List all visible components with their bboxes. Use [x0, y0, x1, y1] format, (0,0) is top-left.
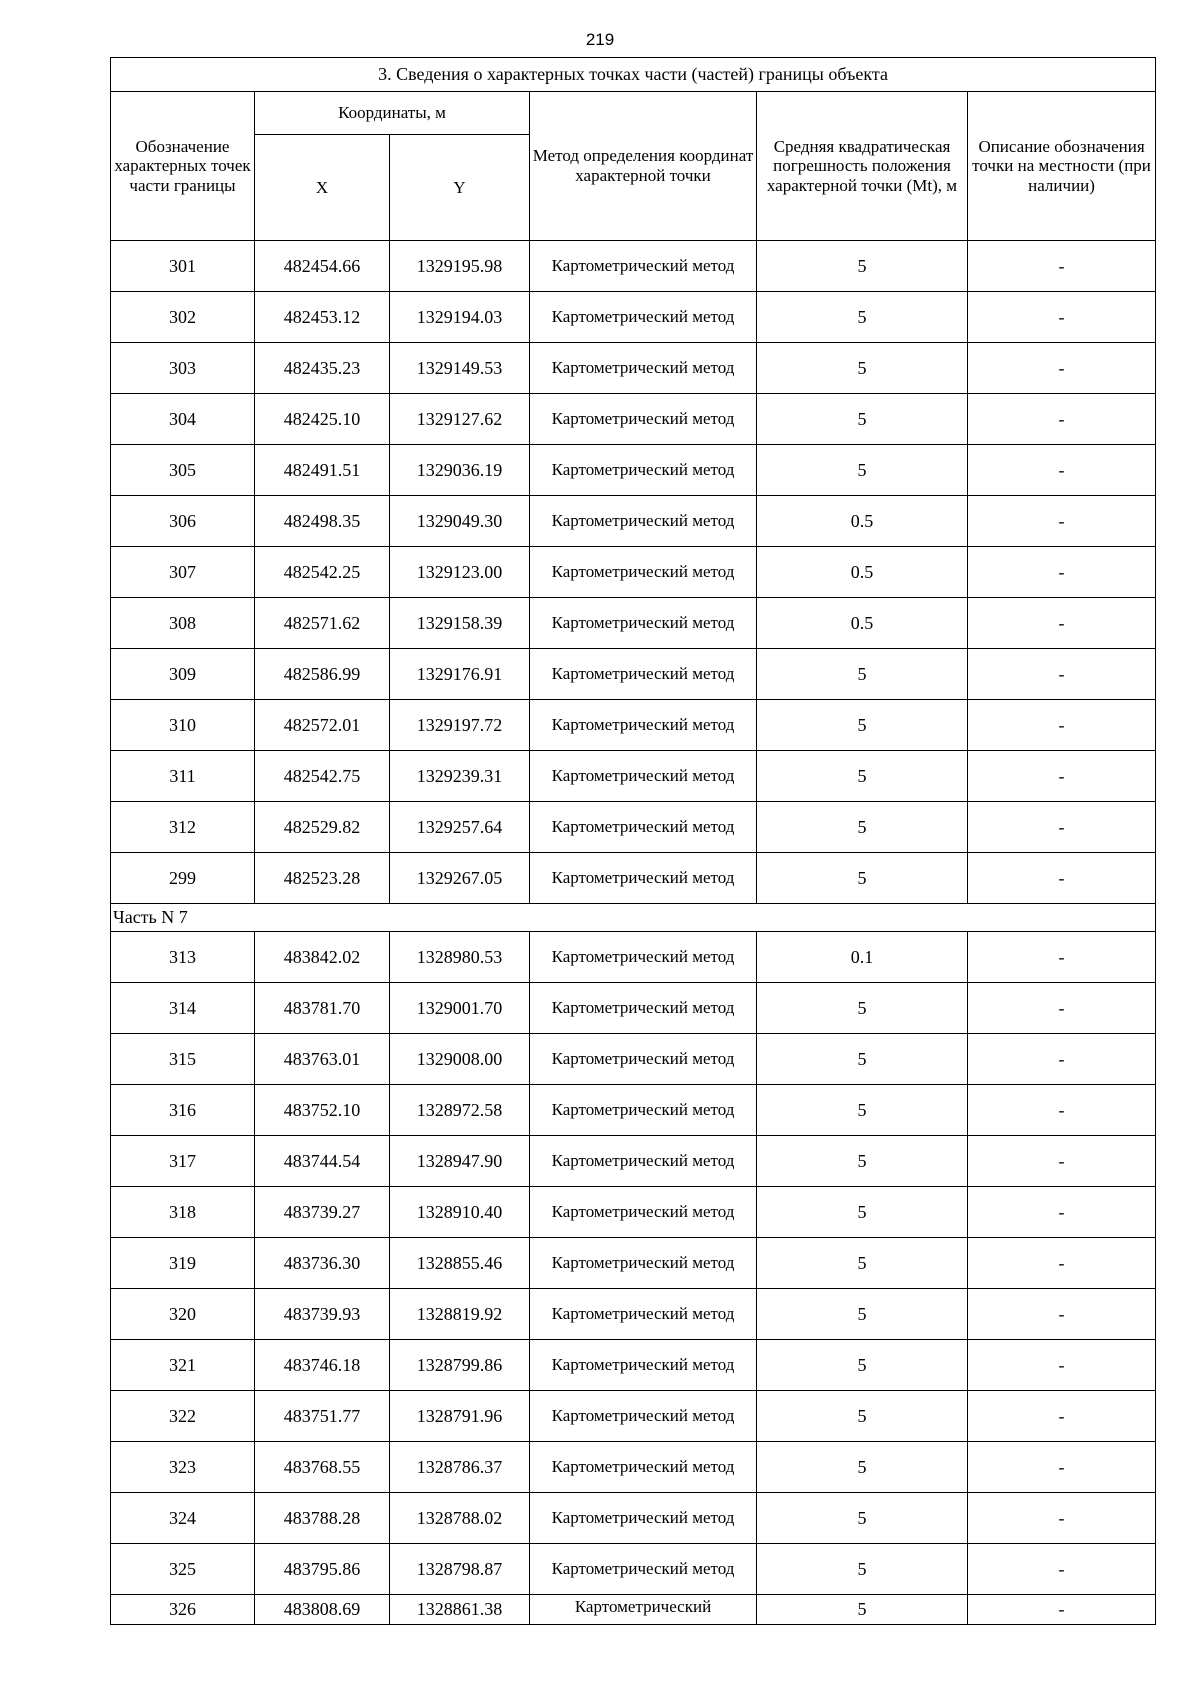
cell-y: 1328855.46 — [390, 1238, 530, 1289]
cell-description: - — [968, 1442, 1156, 1493]
cell-point: 320 — [111, 1289, 255, 1340]
cell-point: 302 — [111, 292, 255, 343]
cell-error: 0.5 — [757, 496, 968, 547]
cell-error: 5 — [757, 1595, 968, 1625]
cell-y: 1328980.53 — [390, 932, 530, 983]
cell-description: - — [968, 932, 1156, 983]
header-method: Метод определения координат характерной точки — [530, 92, 757, 241]
table-row — [111, 700, 1156, 751]
cell-point: 322 — [111, 1391, 255, 1442]
cell-x: 482542.25 — [255, 547, 390, 598]
header-designation: Обозначение характерных точек части границы — [111, 92, 255, 241]
cell-y: 1329049.30 — [390, 496, 530, 547]
cell-x: 482572.01 — [255, 700, 390, 751]
table-header — [111, 58, 1156, 241]
cell-error: 5 — [757, 1238, 968, 1289]
cell-x: 482498.35 — [255, 496, 390, 547]
table-row — [111, 1544, 1156, 1595]
cell-x: 483752.10 — [255, 1085, 390, 1136]
cell-x: 482491.51 — [255, 445, 390, 496]
cell-point: 305 — [111, 445, 255, 496]
cell-point: 325 — [111, 1544, 255, 1595]
table-row — [111, 445, 1156, 496]
cell-description: - — [968, 1034, 1156, 1085]
cell-method: Картометрический метод — [530, 1085, 757, 1136]
table-row — [111, 343, 1156, 394]
cell-point: 310 — [111, 700, 255, 751]
cell-description: - — [968, 1340, 1156, 1391]
cell-x: 482529.82 — [255, 802, 390, 853]
cell-y: 1329239.31 — [390, 751, 530, 802]
table-row — [111, 496, 1156, 547]
cell-x: 483739.93 — [255, 1289, 390, 1340]
cell-method: Картометрический метод — [530, 1391, 757, 1442]
cell-y: 1329197.72 — [390, 700, 530, 751]
cell-description: - — [968, 853, 1156, 904]
cell-x: 483763.01 — [255, 1034, 390, 1085]
cell-point: 321 — [111, 1340, 255, 1391]
cell-point: 315 — [111, 1034, 255, 1085]
cell-error: 5 — [757, 292, 968, 343]
cell-point: 319 — [111, 1238, 255, 1289]
cell-description: - — [968, 1493, 1156, 1544]
part-separator — [111, 904, 1156, 932]
table-row — [111, 751, 1156, 802]
cell-description: - — [968, 802, 1156, 853]
cell-description: - — [968, 496, 1156, 547]
cell-y: 1329008.00 — [390, 1034, 530, 1085]
cell-y: 1328788.02 — [390, 1493, 530, 1544]
cell-x: 482523.28 — [255, 853, 390, 904]
cell-point: 326 — [111, 1595, 255, 1625]
table-row — [111, 547, 1156, 598]
table-row — [111, 1595, 1156, 1625]
cell-error: 5 — [757, 1289, 968, 1340]
cell-error: 5 — [757, 751, 968, 802]
cell-method: Картометрический метод — [530, 1034, 757, 1085]
page-number: 219 — [585, 30, 615, 49]
cell-point: 318 — [111, 1187, 255, 1238]
cell-method: Картометрический метод — [530, 1187, 757, 1238]
cell-point: 324 — [111, 1493, 255, 1544]
cell-method: Картометрический метод — [530, 496, 757, 547]
cell-error: 5 — [757, 853, 968, 904]
cell-y: 1329158.39 — [390, 598, 530, 649]
section-title: 3. Сведения о характерных точках части (частей) границы объекта — [111, 58, 1156, 92]
cell-description: - — [968, 1085, 1156, 1136]
cell-description: - — [968, 1238, 1156, 1289]
cell-error: 5 — [757, 983, 968, 1034]
cell-error: 5 — [757, 1442, 968, 1493]
table-row — [111, 598, 1156, 649]
cell-point: 303 — [111, 343, 255, 394]
cell-error: 5 — [757, 241, 968, 292]
table-row — [111, 932, 1156, 983]
cell-y: 1328972.58 — [390, 1085, 530, 1136]
cell-point: 306 — [111, 496, 255, 547]
cell-point: 314 — [111, 983, 255, 1034]
header-error: Средняя квадратическая погрешность положения характерной точки (Mt), м — [757, 92, 968, 241]
cell-error: 5 — [757, 649, 968, 700]
cell-x: 482425.10 — [255, 394, 390, 445]
table-row — [111, 1289, 1156, 1340]
part-label: Часть N 7 — [111, 904, 1156, 932]
cell-y: 1329149.53 — [390, 343, 530, 394]
cell-point: 299 — [111, 853, 255, 904]
header-y: Y — [390, 135, 530, 241]
cell-error: 5 — [757, 1391, 968, 1442]
characteristic-points-table — [110, 57, 1156, 1625]
cell-x: 483795.86 — [255, 1544, 390, 1595]
cell-y: 1328861.38 — [390, 1595, 530, 1625]
cell-y: 1329195.98 — [390, 241, 530, 292]
cell-method: Картометрический метод — [530, 1442, 757, 1493]
table-row — [111, 1442, 1156, 1493]
cell-method: Картометрический — [530, 1595, 757, 1625]
cell-method: Картометрический метод — [530, 598, 757, 649]
cell-method: Картометрический метод — [530, 1493, 757, 1544]
cell-description: - — [968, 1136, 1156, 1187]
cell-error: 5 — [757, 1085, 968, 1136]
cell-error: 5 — [757, 802, 968, 853]
cell-description: - — [968, 1544, 1156, 1595]
cell-x: 483751.77 — [255, 1391, 390, 1442]
cell-point: 304 — [111, 394, 255, 445]
cell-point: 313 — [111, 932, 255, 983]
cell-description: - — [968, 1187, 1156, 1238]
cell-description: - — [968, 751, 1156, 802]
cell-error: 0.5 — [757, 547, 968, 598]
cell-description: - — [968, 983, 1156, 1034]
cell-y: 1328786.37 — [390, 1442, 530, 1493]
cell-y: 1329001.70 — [390, 983, 530, 1034]
table-row — [111, 649, 1156, 700]
cell-error: 0.5 — [757, 598, 968, 649]
cell-x: 483808.69 — [255, 1595, 390, 1625]
cell-x: 482453.12 — [255, 292, 390, 343]
cell-description: - — [968, 1391, 1156, 1442]
cell-method: Картометрический метод — [530, 751, 757, 802]
cell-y: 1329036.19 — [390, 445, 530, 496]
cell-error: 5 — [757, 445, 968, 496]
cell-error: 5 — [757, 1187, 968, 1238]
table-row — [111, 1238, 1156, 1289]
cell-error: 5 — [757, 1136, 968, 1187]
table-row — [111, 1340, 1156, 1391]
cell-x: 483736.30 — [255, 1238, 390, 1289]
cell-y: 1328791.96 — [390, 1391, 530, 1442]
table-row — [111, 1085, 1156, 1136]
table-row — [111, 1187, 1156, 1238]
cell-point: 323 — [111, 1442, 255, 1493]
header-x: X — [255, 135, 390, 241]
cell-method: Картометрический метод — [530, 1340, 757, 1391]
cell-x: 483842.02 — [255, 932, 390, 983]
cell-x: 483746.18 — [255, 1340, 390, 1391]
cell-y: 1328910.40 — [390, 1187, 530, 1238]
cell-method: Картометрический метод — [530, 445, 757, 496]
table-row — [111, 983, 1156, 1034]
cell-method: Картометрический метод — [530, 983, 757, 1034]
cell-x: 482454.66 — [255, 241, 390, 292]
cell-method: Картометрический метод — [530, 394, 757, 445]
cell-y: 1329123.00 — [390, 547, 530, 598]
cell-method: Картометрический метод — [530, 700, 757, 751]
cell-description: - — [968, 292, 1156, 343]
cell-method: Картометрический метод — [530, 1136, 757, 1187]
table-row — [111, 1136, 1156, 1187]
table-row — [111, 292, 1156, 343]
cell-description: - — [968, 394, 1156, 445]
cell-method: Картометрический метод — [530, 932, 757, 983]
cell-description: - — [968, 1595, 1156, 1625]
cell-y: 1328798.87 — [390, 1544, 530, 1595]
cell-y: 1329194.03 — [390, 292, 530, 343]
table-row — [111, 1391, 1156, 1442]
cell-method: Картометрический метод — [530, 649, 757, 700]
cell-description: - — [968, 445, 1156, 496]
cell-point: 307 — [111, 547, 255, 598]
cell-error: 5 — [757, 394, 968, 445]
cell-x: 482542.75 — [255, 751, 390, 802]
cell-description: - — [968, 547, 1156, 598]
cell-x: 482571.62 — [255, 598, 390, 649]
cell-description: - — [968, 598, 1156, 649]
cell-error: 5 — [757, 1544, 968, 1595]
cell-description: - — [968, 649, 1156, 700]
cell-error: 5 — [757, 1340, 968, 1391]
cell-y: 1328947.90 — [390, 1136, 530, 1187]
table-row — [111, 394, 1156, 445]
cell-point: 312 — [111, 802, 255, 853]
cell-method: Картометрический метод — [530, 1289, 757, 1340]
header-coordinates: Координаты, м — [255, 92, 530, 135]
cell-error: 5 — [757, 343, 968, 394]
table-row — [111, 1034, 1156, 1085]
table-row — [111, 853, 1156, 904]
cell-point: 311 — [111, 751, 255, 802]
table-body-group1 — [111, 241, 1156, 904]
cell-y: 1328819.92 — [390, 1289, 530, 1340]
cell-point: 317 — [111, 1136, 255, 1187]
cell-description: - — [968, 343, 1156, 394]
cell-method: Картометрический метод — [530, 1238, 757, 1289]
cell-y: 1329176.91 — [390, 649, 530, 700]
cell-y: 1329257.64 — [390, 802, 530, 853]
table-row — [111, 1493, 1156, 1544]
cell-x: 482435.23 — [255, 343, 390, 394]
table-row — [111, 241, 1156, 292]
cell-x: 483744.54 — [255, 1136, 390, 1187]
cell-method: Картометрический метод — [530, 241, 757, 292]
cell-point: 308 — [111, 598, 255, 649]
cell-error: 5 — [757, 700, 968, 751]
cell-y: 1329267.05 — [390, 853, 530, 904]
cell-point: 309 — [111, 649, 255, 700]
cell-description: - — [968, 700, 1156, 751]
cell-y: 1329127.62 — [390, 394, 530, 445]
table-row — [111, 802, 1156, 853]
cell-x: 483739.27 — [255, 1187, 390, 1238]
cell-description: - — [968, 1289, 1156, 1340]
header-description: Описание обозначения точки на местности (при наличии) — [968, 92, 1156, 241]
cell-point: 301 — [111, 241, 255, 292]
cell-method: Картометрический метод — [530, 292, 757, 343]
cell-method: Картометрический метод — [530, 802, 757, 853]
cell-x: 483768.55 — [255, 1442, 390, 1493]
cell-x: 482586.99 — [255, 649, 390, 700]
cell-y: 1328799.86 — [390, 1340, 530, 1391]
cell-method: Картометрический метод — [530, 343, 757, 394]
cell-x: 483781.70 — [255, 983, 390, 1034]
cell-error: 0.1 — [757, 932, 968, 983]
table-body-group2 — [111, 932, 1156, 1625]
cell-error: 5 — [757, 1493, 968, 1544]
cell-description: - — [968, 241, 1156, 292]
cell-error: 5 — [757, 1034, 968, 1085]
cell-x: 483788.28 — [255, 1493, 390, 1544]
cell-point: 316 — [111, 1085, 255, 1136]
cell-method: Картометрический метод — [530, 1544, 757, 1595]
cell-method: Картометрический метод — [530, 853, 757, 904]
cell-method: Картометрический метод — [530, 547, 757, 598]
